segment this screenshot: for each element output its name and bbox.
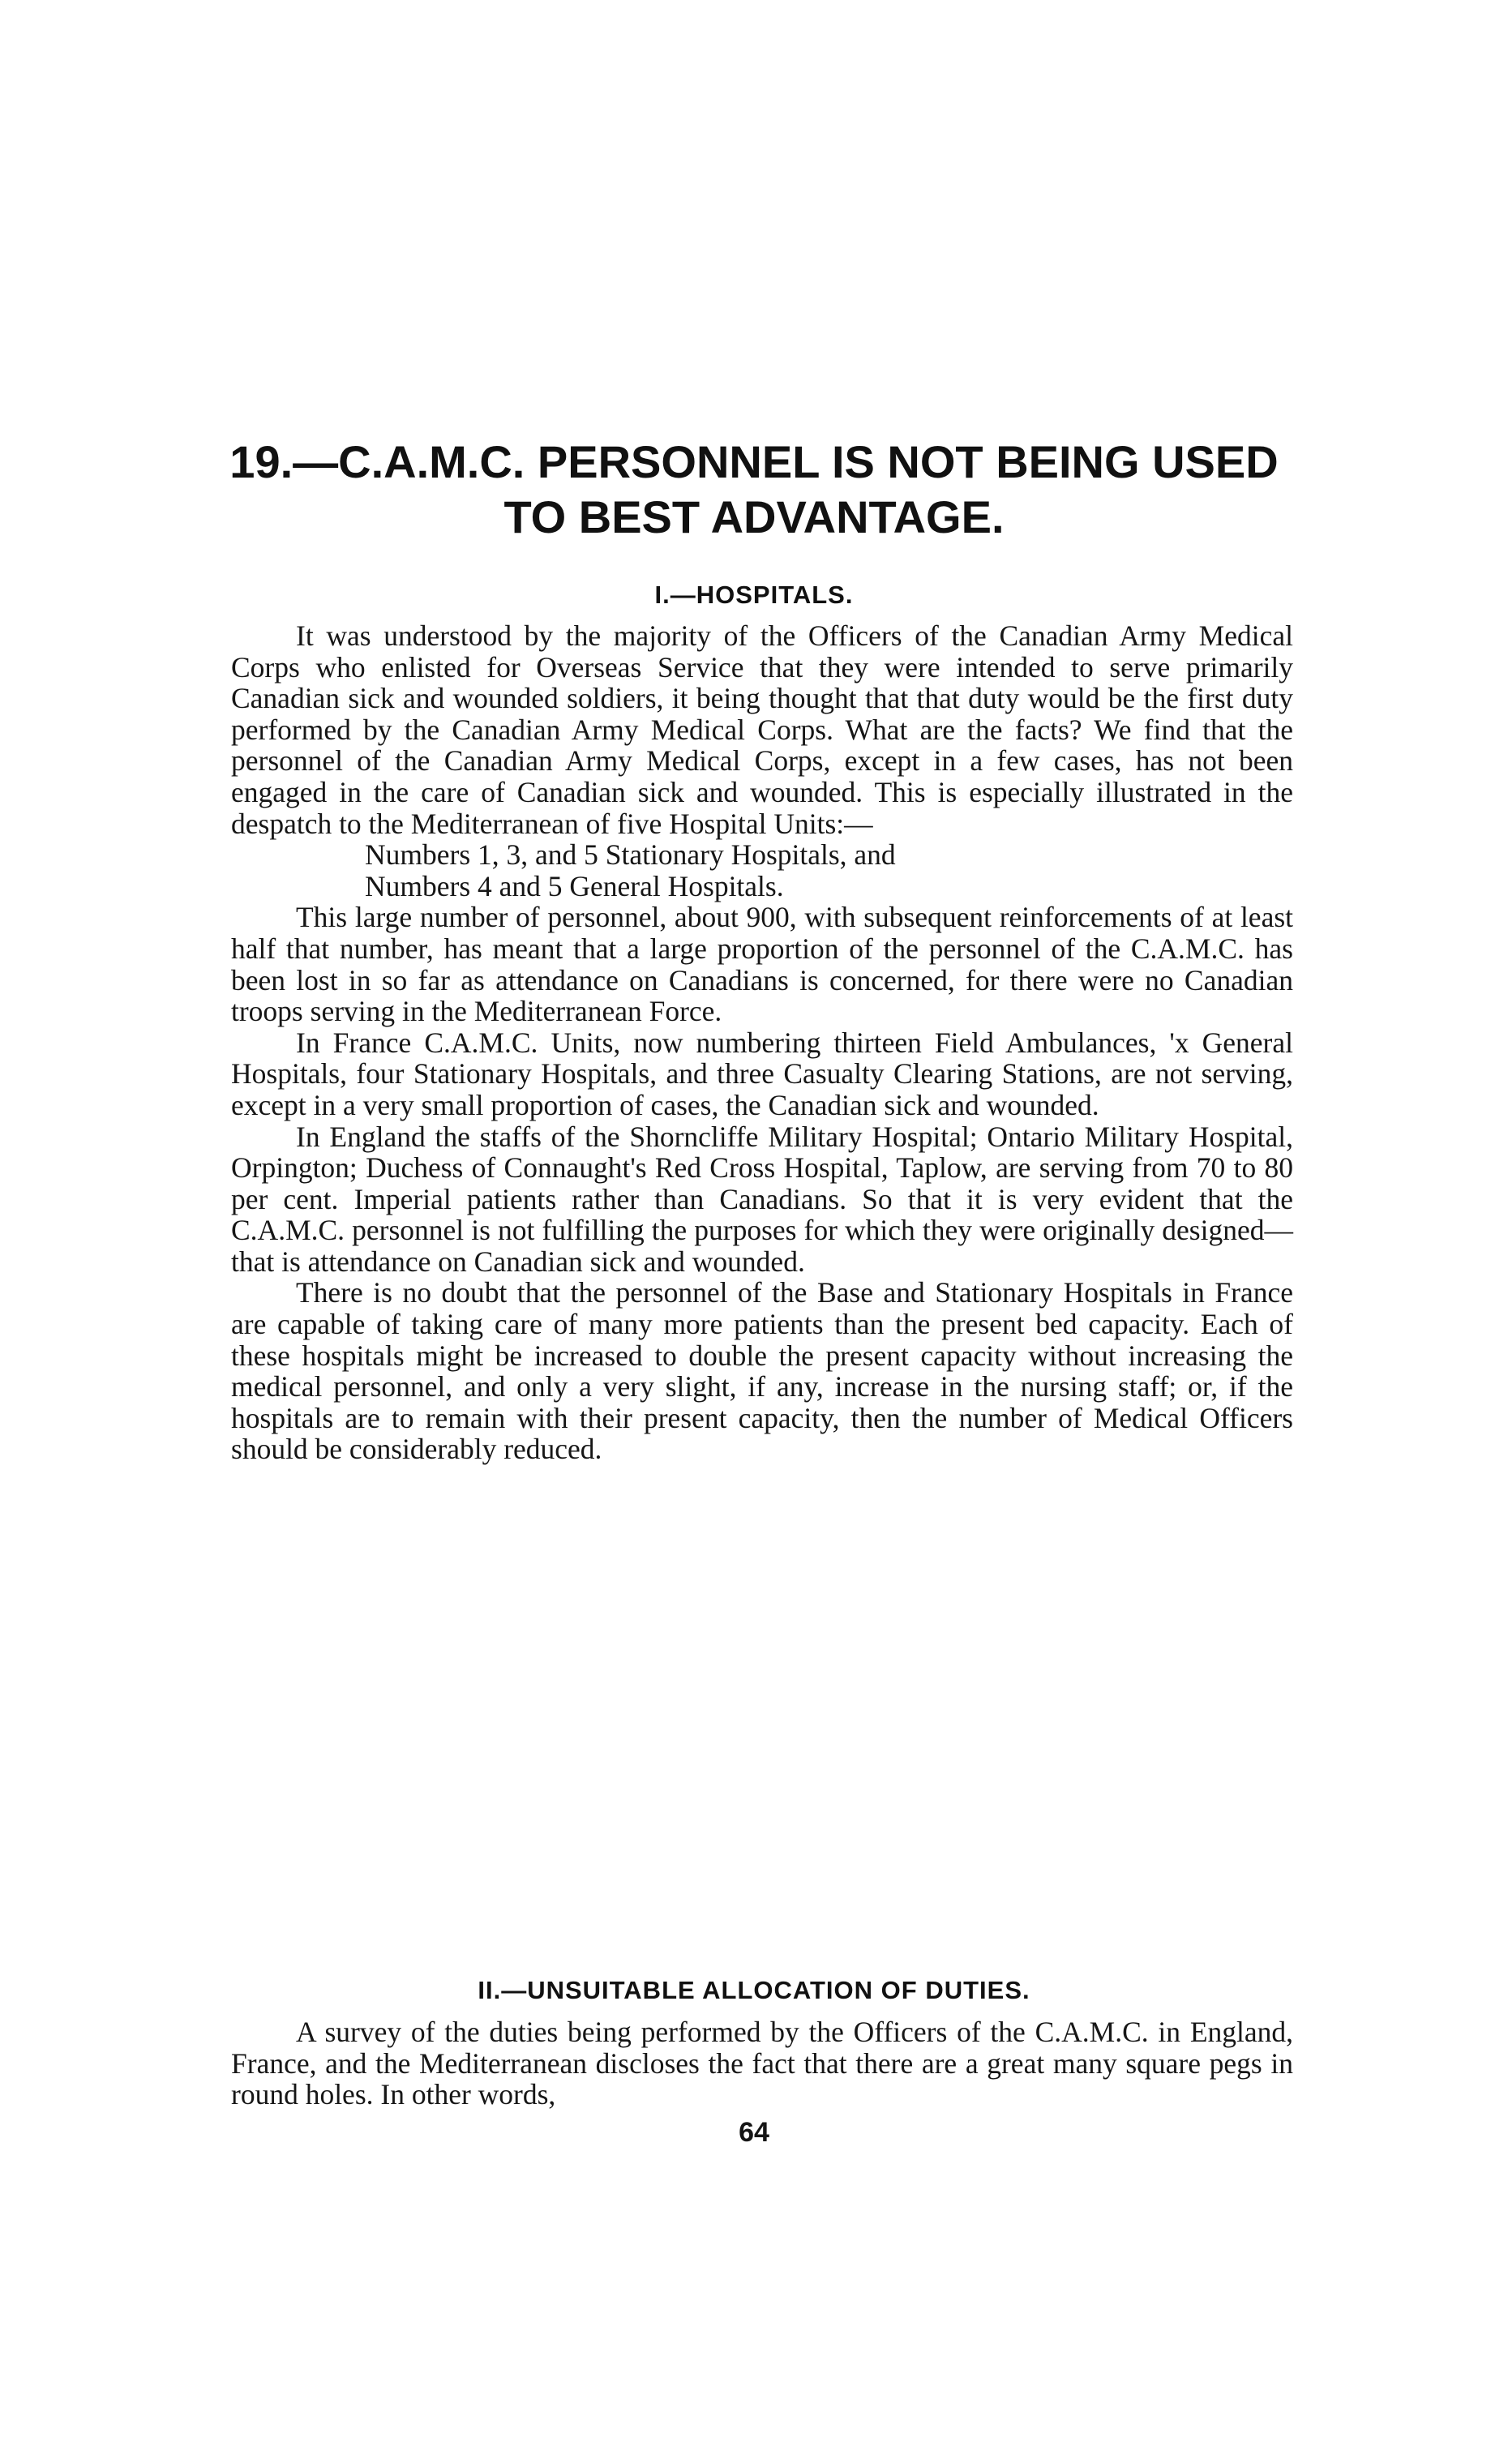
section-heading-hospitals: I.—HOSPITALS. (654, 581, 854, 609)
paragraph: A survey of the duties being performed by the Officers of the C.A.M.C. in England, France, and the Mediterranean discloses the fact that there are a great many square pegs in round holes. In other words, (231, 2016, 1293, 2111)
section-heading-unsuitable-allocation: II.—UNSUITABLE ALLOCATION OF DUTIES. (478, 1976, 1030, 2004)
paragraph: In England the staffs of the Shorncliffe Military Hospital; Ontario Military Hospital, Orpington; Duchess of Connaught's Red Cross Hospital, Taplow, are serving from 70 to 80 per cent. Imperial patients rather than Canadians. So that it is very evident that the C.A.M.C. personnel is not fulfilling the purposes for which they were originally designed—that is attendance on Canadian sick and wounded. (231, 1120, 1293, 1278)
section-allocation-body (231, 2016, 1293, 2110)
section-hospitals-body (231, 620, 1293, 1465)
paragraph: It was understood by the majority of the Officers of the Canadian Army Medical Corps who enlisted for Overseas Service that they were intended to serve primarily Canadian sick and wounded soldiers, it being thought that that duty would be the first duty performed by the Canadian Army Medical Corps. What are the facts? We find that the personnel of the Canadian Army Medical Corps, except in a few cases, has not been engaged in the care of Canadian sick and wounded. This is especially illustrated in the despatch to the Mediterranean of five Hospital Units:— (231, 619, 1293, 840)
paragraph: This large number of personnel, about 900, with subsequent reinforcements of at least half that number, has meant that a large proportion of the personnel of the C.A.M.C. has been lost in so far as attendance on Canadians is concerned, for there were no Canadian troops serving in the Mediterranean Force. (231, 901, 1293, 1028)
page-number: 64 (739, 2117, 769, 2148)
list-item: Numbers 1, 3, and 5 Stationary Hospitals, and (365, 838, 896, 872)
hospital-units-list (231, 839, 1293, 902)
paragraph: In France C.A.M.C. Units, now numbering thirteen Field Ambulances, 'x General Hospitals, four Stationary Hospitals, and three Casualty Clearing Stations, are not serving, except in a very small proportion of cases, the Canadian sick and wounded. (231, 1026, 1293, 1121)
list-item: Numbers 4 and 5 General Hospitals. (365, 869, 784, 902)
page-title-line-1: 19.—C.A.M.C. PERSONNEL IS NOT BEING USED (229, 436, 1279, 487)
paragraph: There is no doubt that the personnel of the Base and Stationary Hospitals in France are capable of taking care of many more patients than the present bed capacity. Each of these hospitals might be increased to double the present capacity without increasing the medical personnel, and only a very slight, if any, increase in the nursing staff; or, if the hospitals are to remain with their present capacity, then the number of Medical Officers should be considerably reduced. (231, 1276, 1293, 1466)
page-title-line-2: TO BEST ADVANTAGE. (503, 491, 1005, 542)
